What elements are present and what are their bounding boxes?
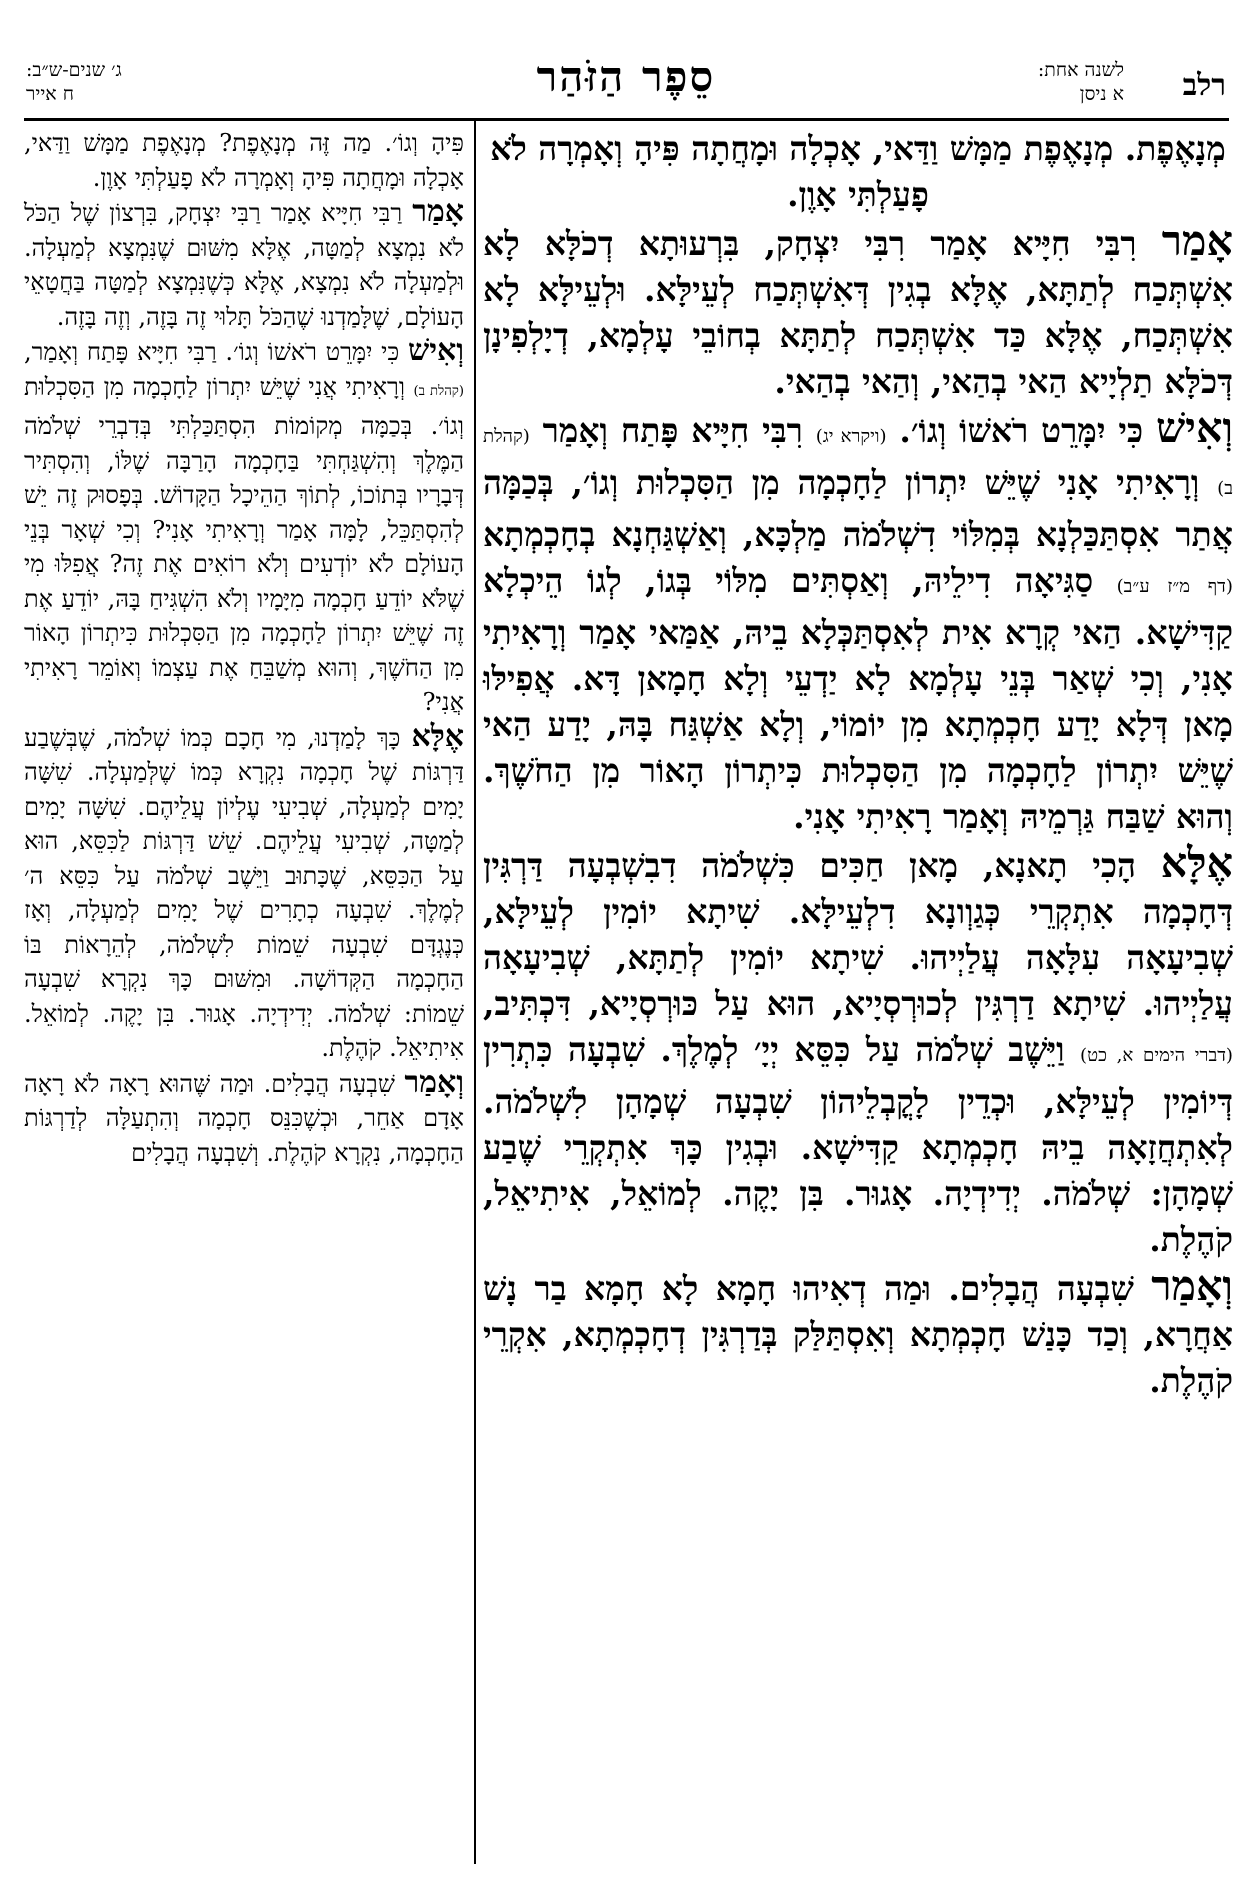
three-year-study-label: ג׳ שנים-ש״ב:	[26, 59, 122, 81]
paragraph-opening-word: וְאָמַר	[404, 1064, 464, 1100]
header-rule	[24, 118, 1229, 121]
paragraph-opening-word: וְאִישׁ	[407, 333, 464, 368]
paragraph-text: סַגִּיאָה דִילֵיהּ, וְאַסְתִּים מִלּוֹי בְּגוֹ, לְגוֹ הֵיכְלָא קַדִּישָׁא. הַאי קְרָא אִית לְאִסְתַּכְּלָא בֵיהּ, אַמַּאי אָמַר וְרָאִיתִי אָנִי, וְכִי שְׁאַר בְּנֵי עָלְמָא לָא יַדְעֵי וְלָא חָמָאן דָּא. אֲפִילּוּ מָאן דְּלָא יָדַע חָכְמְתָא מִן יוֹמוֹי, וְלָא אַשְׁגַּח בָּהּ, יָדַע הַאי שֶׁיֵּשׁ יִתְרוֹן לַחָכְמָה מִן הַסִּכְלוּת כִּיתְרוֹן הָאוֹר מִן הַחֹשֶׁךְ. וְהוּא שַׁבַּח גַּרְמֵיהּ וְאָמַר רָאִיתִי אָנִי.	[483, 561, 1233, 836]
paragraph	[483, 1263, 1233, 1404]
page-number: רלב	[1182, 68, 1226, 103]
column-divider	[474, 118, 476, 1864]
verse-reference: (קהלת ב)	[413, 383, 465, 399]
paragraph-text: כָּךְ לָמַדְנוּ, מִי חָכָם כְּמוֹ שְׁלֹמֹה, שֶׁבְּשֶׁבַע דַּרְגּוֹת שֶׁל חָכְמָה נִקְרָא כְּמוֹ שֶׁלְּמַעְלָה. שִׁשָּׁה יָמִים לְמַעְלָה, שְׁבִיעִי עֶלְיוֹן עֲלֵיהֶם. שִׁשָּׁה יָמִים לְמַטָּה, שְׁבִיעִי עֲלֵיהֶם. שֵׁשׁ דַּרְגּוֹת לַכִּסֵּא, הוּא עַל הַכִּסֵּא, שֶׁכָּתוּב וַיֵּשֶׁב שְׁלֹמֹה עַל כִּסֵּא ה׳ לְמֶלֶךְ. שִׁבְעָה כְתָרִים שֶׁל יָמִים לְמַעְלָה, וְאָז כְּנֶגְדָּם שִׁבְעָה שֵׁמוֹת לִשְׁלֹמֹה, לְהֵרָאוֹת בּוֹ הַחָכְמָה הַקְּדוֹשָׁה. וּמִשּׁוּם כָּךְ נִקְרָא שִׁבְעָה שֵׁמוֹת: שְׁלֹמֹה. יְדִידְיָה. אָגוּר. בִּן יָקֶה. לְמוֹאֵל. אִיתִיאֵל. קֹהֶלֶת.	[24, 723, 464, 1062]
aramaic-text-column	[483, 126, 1233, 1404]
hebrew-translation-column	[24, 126, 464, 1170]
paragraph-opening-word: אָמַר	[1161, 216, 1233, 265]
page-header	[20, 52, 1232, 122]
paragraph	[24, 1066, 464, 1171]
paragraph-text: פִּיהָ וְגוֹ׳. מַה זֶּה מְנָאֶפֶת? מְנָאֶפֶת מַמָּשׁ וַדַּאי, אָכְלָה וּמָחֲתָה פִּיהָ וְאָמְרָה לֹא פָעַלְתִּי אָוֶן.	[24, 129, 464, 192]
paragraph-opening-word: אֶלָּא	[1160, 838, 1233, 887]
paragraph-text: הָכִי תָאנָא, מָאן חַכִּים כִּשְׁלֹמֹה דִבִשְׁבְעָה דַּרְגִּין דְּחָכְמָה אִתְקְרֵי כְּגַוְונָא דִלְעֵילָּא. שִׁיתָא יוֹמִין לְעֵילָּא, שְׁבִיעָאָה עִלָּאָה עֲלַיְיהוּ. שִׁיתָא יוֹמִין לְתַתָּא, שְׁבִיעָאָה עֲלַיְיהוּ. שִׁיתָא דַרְגִּין לְכוּרְסְיָיא, הוּא עַל כּוּרְסְיָיא, דִּכְתִּיב,	[483, 846, 1233, 1023]
paragraph-text: מְנָאֶפֶת. מְנָאֶפֶת מַמָּשׁ וַדַּאי, אָכְלָה וּמָחֲתָה פִּיהָ וְאָמְרָה לֹא פָעַלְתִּי אָוֶן.	[490, 129, 1226, 214]
daily-study-label: לשנה אחת:	[1037, 59, 1124, 81]
verse-reference: (קהלת ב)	[483, 426, 1233, 499]
paragraph-text: רִבִּי חִיָּיא אָמַר רִבִּי יִצְחָק, בִּרְעוּתָא דְכֹלָּא לָא אִשְׁתְּכַח לְתַתָּא, אֶלָּא בְגִין דְּאִשְׁתְּכַח לְעֵילָּא. וּלְעֵילָּא לָא אִשְׁתְּכַח, אֶלָּא כַּד אִשְׁתְּכַח לְתַתָּא בְחוֹבֵי עָלְמָא, דְיָלְפִינָן דְּכֹלָּא תַלְיָיא הַאי בְהַאי, וְהַאי בְהַאי.	[483, 224, 1233, 401]
three-year-study-date: ח אייר	[26, 83, 74, 105]
paragraph	[24, 195, 464, 334]
book-title: סֵפֶר הַזֹּהַר	[536, 52, 716, 101]
verse-reference: (ויקרא יג)	[815, 426, 887, 447]
daily-study-date: א ניסן	[1079, 83, 1124, 105]
paragraph-text: רַבִּי חִיָּיא אָמַר רַבִּי יִצְחָק, בִּרְצוֹן שֶׁל הַכֹּל לֹא נִמְצָא לְמַטָּה, אֶלָּא מִשּׁוּם שֶׁנִּמְצָא לְמַעְלָה. וּלְמַעְלָה לֹא נִמְצָא, אֶלָּא כְּשֶׁנִּמְצָא לְמַטָּה בַּחֲטָאֵי הָעוֹלָם, שֶׁלָּמַדְנוּ שֶׁהַכֹּל תָּלוּי זֶה בָּזֶה, וְזֶה בָּזֶה.	[24, 199, 464, 331]
paragraph	[483, 840, 1233, 1263]
paragraph-text: שִׁבְעָה הֲבָלִים. וּמַה דְאִיהוּ חָמָא לָא חָמָא בַר נָשׁ אַחֲרָא, וְכַד כָּנַשׁ חָכְמְתָא וְאִסְתַּלַּק בְּדַרְגִּין דְחָכְמְתָא, אִקְרֵי קֹהֶלֶת.	[483, 1269, 1233, 1400]
paragraph-text: כִּי יִמָּרֵט רֹאשׁוֹ וְגוֹ׳.	[886, 411, 1156, 450]
paragraph-text: רִבִּי חִיָּיא פָּתַח וְאָמַר	[529, 411, 816, 450]
paragraph-text: וַיֵּשֶׁב שְׁלֹמֹה עַל כִּסֵּא יְיָ׳ לְמֶלֶךְ. שִׁבְעָה כִּתְרִין דְּיוֹמִין לְעֵילָּא, וּכְדֵין לָקֳבְלֵיהוֹן שִׁבְעָה שְׁמָהָן לִשְׁלֹמֹה. לְאִתְחֲזָאָה בֵיהּ חָכְמְתָא קַדִּישָׁא. וּבְגִין כָּךְ אִתְקְרֵי שֶׁבַע שְׁמָהָן: שְׁלֹמֹה. יְדִידְיָה. אָגוּר. בִּן יָקֶה. לְמוֹאֵל, אִיתִיאֵל, קֹהֶלֶת.	[483, 1030, 1233, 1259]
folio-reference: (דף מ״ז ע״ב)	[1116, 576, 1233, 597]
paragraph	[483, 126, 1233, 218]
paragraph	[24, 334, 464, 720]
paragraph	[24, 720, 464, 1066]
paragraph-opening-word: אָמַר	[412, 194, 464, 229]
paragraph-text: כִּי יִמָּרֵט רֹאשׁוֹ וְגוֹ׳. רַבִּי חִיָּיא פָּתַח וְאָמַר,	[24, 338, 408, 366]
paragraph	[483, 405, 1233, 840]
paragraph-text: שִׁבְעָה הֲבָלִים. וּמַה שֶּׁהוּא רָאָה לֹא רָאָה אָדָם אַחֵר, וּכְשֶׁכִּנֵּס חָכְמָה וְהִתְעַלָּה לְדַרְגּוֹת הַחָכְמָה, נִקְרָא קֹהֶלֶת. וְשִׁבְעָה הֲבָלִים	[24, 1069, 464, 1167]
paragraph	[24, 126, 464, 195]
paragraph-text: וְרָאִיתִי אָנִי שֶׁיֵּשׁ יִתְרוֹן לַחָכְמָה מִן הַסִּכְלוּת וְגוֹ׳, בְּכַמָּה אֲתַר אִסְתַּכַּלְנָא בְּמִלּוֹי דִשְׁלֹמֹה מַלְכָּא, וְאַשְׁגַּחְנָא בְחָכְמְתָא	[483, 463, 1233, 554]
verse-reference: (דברי הימים א, כט)	[1080, 1045, 1233, 1066]
paragraph-opening-word: וְאִישׁ	[1155, 403, 1233, 452]
paragraph-opening-word: אֶלָּא	[411, 718, 464, 754]
paragraph	[483, 218, 1233, 405]
paragraph-opening-word: וְאָמַר	[1151, 1261, 1233, 1310]
three-year-study-caption	[26, 58, 256, 106]
paragraph-text: וְרָאִיתִי אֲנִי שֶׁיֵּשׁ יִתְרוֹן לַחָכְמָה מִן הַסִּכְלוּת וְגוֹ׳. בְּכַמָּה מְקוֹמוֹת הִסְתַּכַּלְתִּי בְּדִבְרֵי שְׁלֹמֹה הַמֶּלֶךְ וְהִשְׁגַּחְתִּי בַּחָכְמָה הָרַבָּה שֶׁלּוֹ, וְהִסְתִּיר דְּבָרָיו בְּתוֹכוֹ, לְתוֹךְ הַהֵיכָל הַקָּדוֹשׁ. בְּפָסוּק זֶה יֵשׁ לְהִסְתַּכֵּל, לָמָּה אָמַר וְרָאִיתִי אָנִי? וְכִי שְׁאָר בְּנֵי הָעוֹלָם לֹא יוֹדְעִים וְלֹא רוֹאִים אֶת זֶה? אֲפִלּוּ מִי שֶׁלֹּא יוֹדֵעַ חָכְמָה מִיָּמָיו וְלֹא הִשְׁגִּיחַ בָּהּ, יוֹדֵעַ אֶת זֶה שֶׁיֵּשׁ יִתְרוֹן לַחָכְמָה מִן הַסִּכְלוּת כִּיתְרוֹן הָאוֹר מִן הַחֹשֶׁךְ, וְהוּא מְשַׁבֵּחַ אֶת עַצְמוֹ וְאוֹמֵר רָאִיתִי אֲנִי?	[24, 372, 464, 716]
